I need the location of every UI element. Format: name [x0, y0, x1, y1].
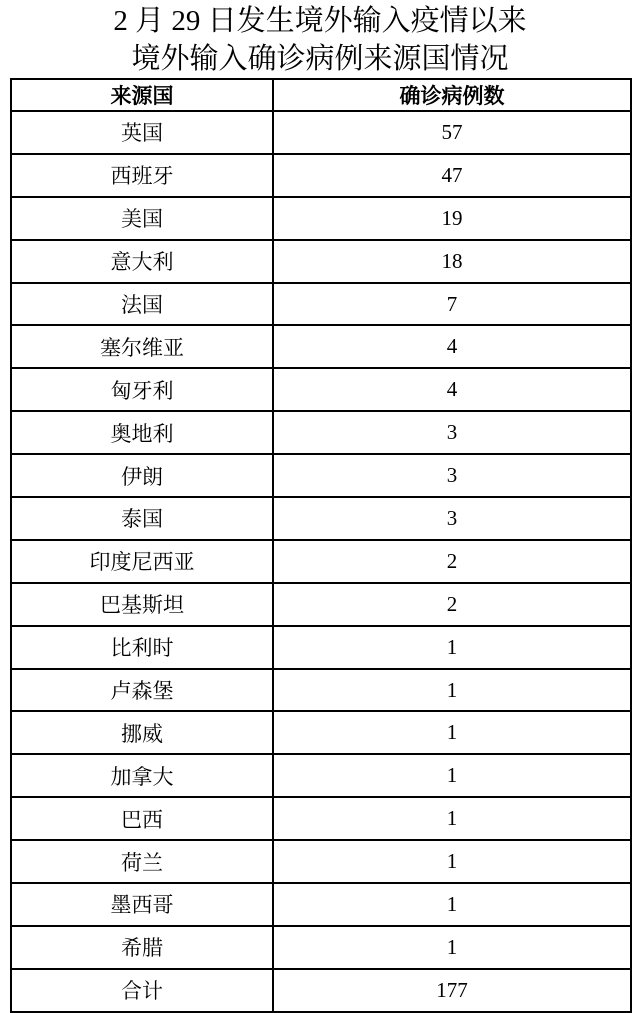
country-cell: 塞尔维亚 — [11, 325, 273, 368]
country-cell: 泰国 — [11, 497, 273, 540]
table-row — [11, 368, 631, 411]
page-title-line-2: 境外输入确诊病例来源国情况 — [131, 43, 509, 75]
table-row — [11, 325, 631, 368]
table-row — [11, 797, 631, 840]
table-row — [11, 411, 631, 454]
country-cell: 伊朗 — [11, 454, 273, 497]
cases-cell: 1 — [273, 754, 631, 797]
country-cell: 墨西哥 — [11, 883, 273, 926]
cases-cell: 19 — [273, 197, 631, 240]
country-cell: 荷兰 — [11, 840, 273, 883]
table-row — [11, 283, 631, 326]
total-row — [11, 969, 631, 1012]
country-cell: 比利时 — [11, 626, 273, 669]
country-cell: 奥地利 — [11, 411, 273, 454]
cases-cell: 2 — [273, 540, 631, 583]
table-row — [11, 926, 631, 969]
total-label-cell: 合计 — [11, 969, 273, 1012]
cases-cell: 1 — [273, 883, 631, 926]
table-row — [11, 454, 631, 497]
table-row — [11, 111, 631, 154]
cases-cell: 1 — [273, 840, 631, 883]
col-header-confirmed-cases: 确诊病例数 — [273, 79, 631, 111]
country-cell: 挪威 — [11, 711, 273, 754]
cases-table-body — [11, 111, 631, 1012]
table-row — [11, 540, 631, 583]
country-cell: 西班牙 — [11, 154, 273, 197]
cases-cell: 2 — [273, 583, 631, 626]
cases-cell: 3 — [273, 454, 631, 497]
table-row — [11, 197, 631, 240]
col-header-source-country: 来源国 — [11, 79, 273, 111]
cases-cell: 1 — [273, 711, 631, 754]
country-cell: 美国 — [11, 197, 273, 240]
cases-cell: 1 — [273, 669, 631, 712]
cases-cell: 47 — [273, 154, 631, 197]
table-row — [11, 711, 631, 754]
country-cell: 印度尼西亚 — [11, 540, 273, 583]
cases-cell: 1 — [273, 797, 631, 840]
country-cell: 意大利 — [11, 240, 273, 283]
country-cell: 卢森堡 — [11, 669, 273, 712]
table-row — [11, 497, 631, 540]
cases-table-header — [11, 79, 631, 111]
header-row — [11, 79, 631, 111]
country-cell: 加拿大 — [11, 754, 273, 797]
cases-cell: 3 — [273, 497, 631, 540]
table-row — [11, 154, 631, 197]
table-row — [11, 583, 631, 626]
cases-cell: 4 — [273, 325, 631, 368]
table-row — [11, 883, 631, 926]
country-cell: 法国 — [11, 283, 273, 326]
cases-cell: 57 — [273, 111, 631, 154]
cases-table — [10, 78, 632, 1013]
table-row — [11, 669, 631, 712]
country-cell: 希腊 — [11, 926, 273, 969]
cases-cell: 7 — [273, 283, 631, 326]
table-row — [11, 626, 631, 669]
country-cell: 巴西 — [11, 797, 273, 840]
table-row — [11, 840, 631, 883]
cases-cell: 18 — [273, 240, 631, 283]
country-cell: 匈牙利 — [11, 368, 273, 411]
cases-cell: 4 — [273, 368, 631, 411]
total-value-cell: 177 — [273, 969, 631, 1012]
table-row — [11, 754, 631, 797]
country-cell: 英国 — [11, 111, 273, 154]
table-row — [11, 240, 631, 283]
country-cell: 巴基斯坦 — [11, 583, 273, 626]
page-title — [0, 0, 640, 78]
cases-cell: 1 — [273, 926, 631, 969]
cases-cell: 1 — [273, 626, 631, 669]
page-title-line-1: 2 月 29 日发生境外输入疫情以来 — [113, 5, 527, 37]
cases-cell: 3 — [273, 411, 631, 454]
